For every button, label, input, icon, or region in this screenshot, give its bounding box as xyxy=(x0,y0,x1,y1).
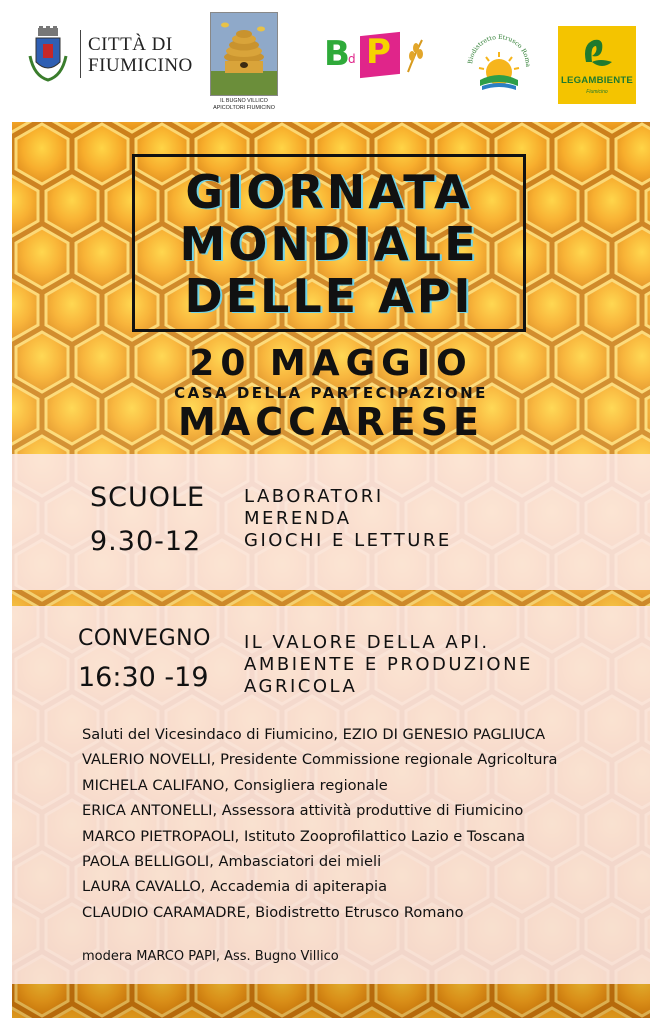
citta-di-fiumicino-logo xyxy=(26,24,193,84)
city-name xyxy=(88,34,193,76)
bdp-letter-b: B xyxy=(324,34,350,74)
event-venue: CASA DELLA PARTECIPAZIONE xyxy=(174,384,488,402)
schools-label: SCUOLE xyxy=(90,482,206,513)
schools-activity: LABORATORI xyxy=(244,486,384,507)
biodistretto-logo xyxy=(464,26,534,96)
wheat-icon xyxy=(404,38,426,74)
schools-activity: MERENDA xyxy=(244,508,352,529)
conference-time: 16:30 -19 xyxy=(78,662,209,693)
logo-header xyxy=(0,0,662,120)
bugno-caption-line2: APICOLTORI FIUMICINO xyxy=(213,105,275,111)
event-date: 20 MAGGIO xyxy=(189,343,473,384)
schools-activity: GIOCHI E LETTURE xyxy=(244,530,452,551)
title-line-3: DELLE API xyxy=(184,269,474,323)
bdp-logo xyxy=(322,32,428,78)
city-separator xyxy=(80,30,81,78)
beehive-icon xyxy=(211,13,277,95)
bdp-letter-p: P xyxy=(366,32,391,72)
bdp-letter-d: d xyxy=(348,52,356,66)
speaker-list xyxy=(82,722,642,925)
legambiente-name: LEGAMBIENTE xyxy=(560,75,634,86)
speaker-item: MARCO PIETROPAOLI, Istituto Zooprofilattico Lazio e Toscana xyxy=(82,827,526,845)
conference-topic-line: AGRICOLA xyxy=(244,676,358,697)
bugno-villico-logo xyxy=(203,12,285,114)
speaker-item: VALERIO NOVELLI, Presidente Commissione regionale Agricoltura xyxy=(82,751,558,769)
biodistretto-arc-text: Biodistretto Etrusco Roma xyxy=(467,33,532,68)
speaker-item: PAOLA BELLIGOLI, Ambasciatori dei mieli xyxy=(82,853,382,871)
schools-time: 9.30-12 xyxy=(90,526,202,557)
title-box xyxy=(132,154,526,332)
title-line-2: MONDIALE xyxy=(179,217,479,271)
moderator-line: modera MARCO PAPI, Ass. Bugno Villico xyxy=(82,949,339,964)
event-poster xyxy=(12,122,650,1018)
beehive-illustration xyxy=(210,12,278,96)
speaker-item: LAURA CAVALLO, Accademia di apiterapia xyxy=(82,878,388,896)
biodistretto-sun-icon xyxy=(464,26,534,96)
speaker-item: CLAUDIO CARAMADRE, Biodistretto Etrusco Romano xyxy=(82,903,464,921)
event-town: MACCARESE xyxy=(178,400,484,444)
title-line-1: GIORNATA xyxy=(185,165,473,219)
bugno-caption xyxy=(203,98,285,112)
bugno-caption-line1: IL BUGNO VILLICO xyxy=(220,98,268,104)
city-name-line1: CITTÀ DI xyxy=(88,34,173,55)
city-crest-icon xyxy=(26,26,70,82)
legambiente-swan-icon xyxy=(578,32,616,72)
conference-topic-line: AMBIENTE E PRODUZIONE xyxy=(244,654,533,675)
conference-label: CONVEGNO xyxy=(78,626,211,651)
legambiente-sub: Fiumicino xyxy=(586,89,608,95)
speaker-item: Saluti del Vicesindaco di Fiumicino, EZIO DI GENESIO PAGLIUCA xyxy=(82,726,546,743)
conference-topic-line: IL VALORE DELLA API. xyxy=(244,632,490,653)
speaker-item: ERICA ANTONELLI, Assessora attività produttive di Fiumicino xyxy=(82,802,524,820)
city-name-line2: FIUMICINO xyxy=(88,55,193,76)
speaker-item: MICHELA CALIFANO, Consigliera regionale xyxy=(82,776,388,794)
legambiente-logo xyxy=(558,26,636,104)
